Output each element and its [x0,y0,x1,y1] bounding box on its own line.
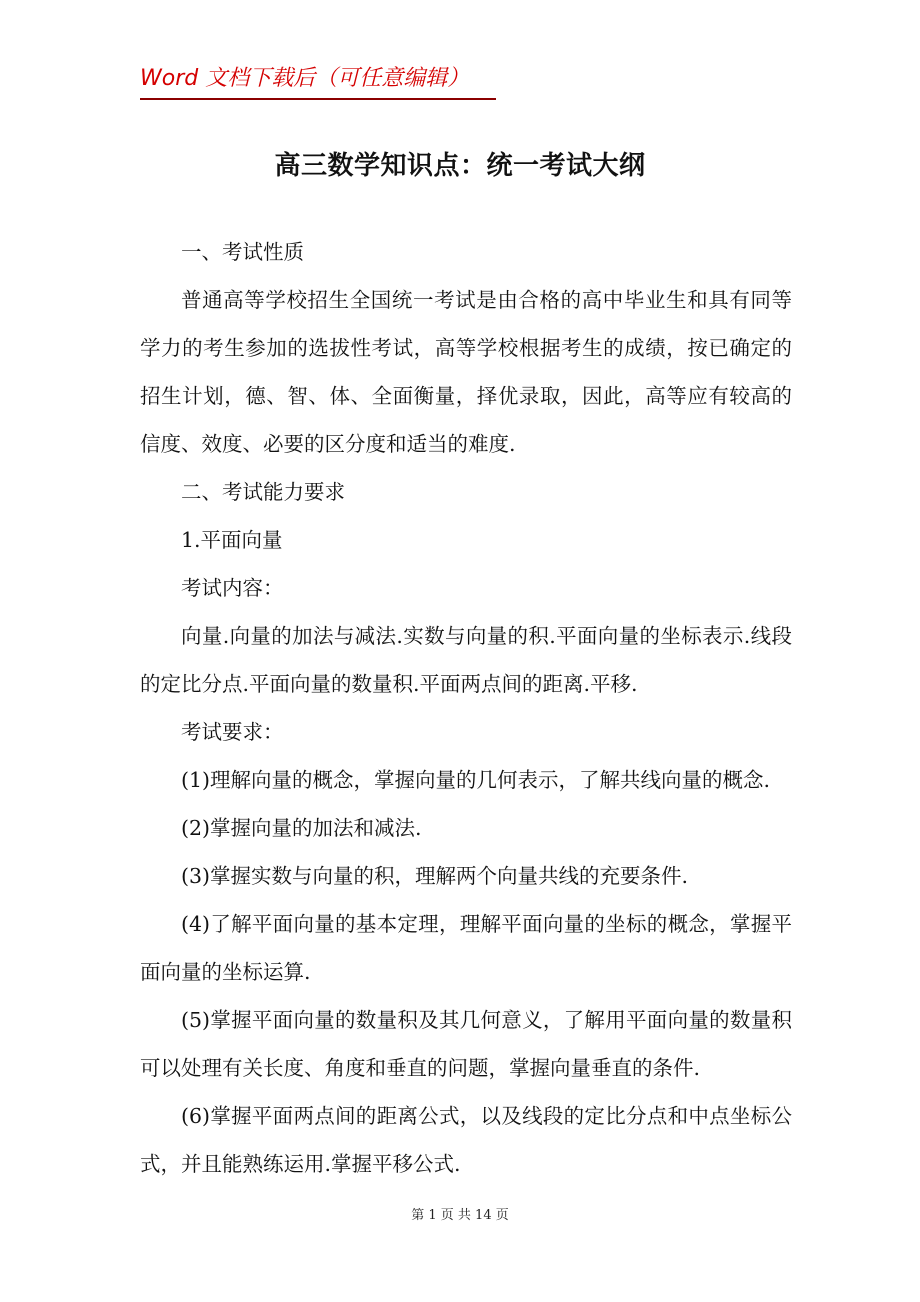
requirement-item: (2)掌握向量的加法和减法. [181,816,422,840]
page-footer: 第 1 页 共 14 页 [411,1208,509,1223]
body-paragraph: 向量.向量的加法与减法.实数与向量的积.平面向量的坐标表示.线段的定比分点.平面向量的数量积.平面两点间的距离.平移. [140,624,792,696]
requirement-item: (5)掌握平面向量的数量积及其几何意义，了解用平面向量的数量积可以处理有关长度、角度和垂直的问题，掌握向量垂直的条件. [140,1008,792,1080]
section-heading: 一、考试性质 [181,240,304,264]
header-text: Word 文档下载后（可任意编辑） [140,66,470,91]
label-paragraph: 考试内容： [181,576,284,600]
document-header [140,64,496,100]
body-paragraph: 普通高等学校招生全国统一考试是由合格的高中毕业生和具有同等学力的考生参加的选拔性考试，高等学校根据考生的成绩，按已确定的招生计划，德、智、体、全面衡量，择优录取，因此，高等应有较高的信度、效度、必要的区分度和适当的难度. [140,288,792,456]
requirement-item: (1)理解向量的概念，掌握向量的几何表示，了解共线向量的概念. [181,768,771,792]
section-heading: 二、考试能力要求 [181,480,345,504]
requirement-item: (6)掌握平面两点间的距离公式，以及线段的定比分点和中点坐标公式，并且能熟练运用.掌握平移公式. [140,1104,792,1176]
document-body [140,228,792,1188]
document-title: 高三数学知识点：统一考试大纲 [274,151,646,181]
label-paragraph: 考试要求： [181,720,284,744]
requirement-item: (3)掌握实数与向量的积，理解两个向量共线的充要条件. [181,864,689,888]
subsection-heading: 1.平面向量 [181,528,283,552]
requirement-item: (4)了解平面向量的基本定理，理解平面向量的坐标的概念，掌握平面向量的坐标运算. [140,912,792,984]
